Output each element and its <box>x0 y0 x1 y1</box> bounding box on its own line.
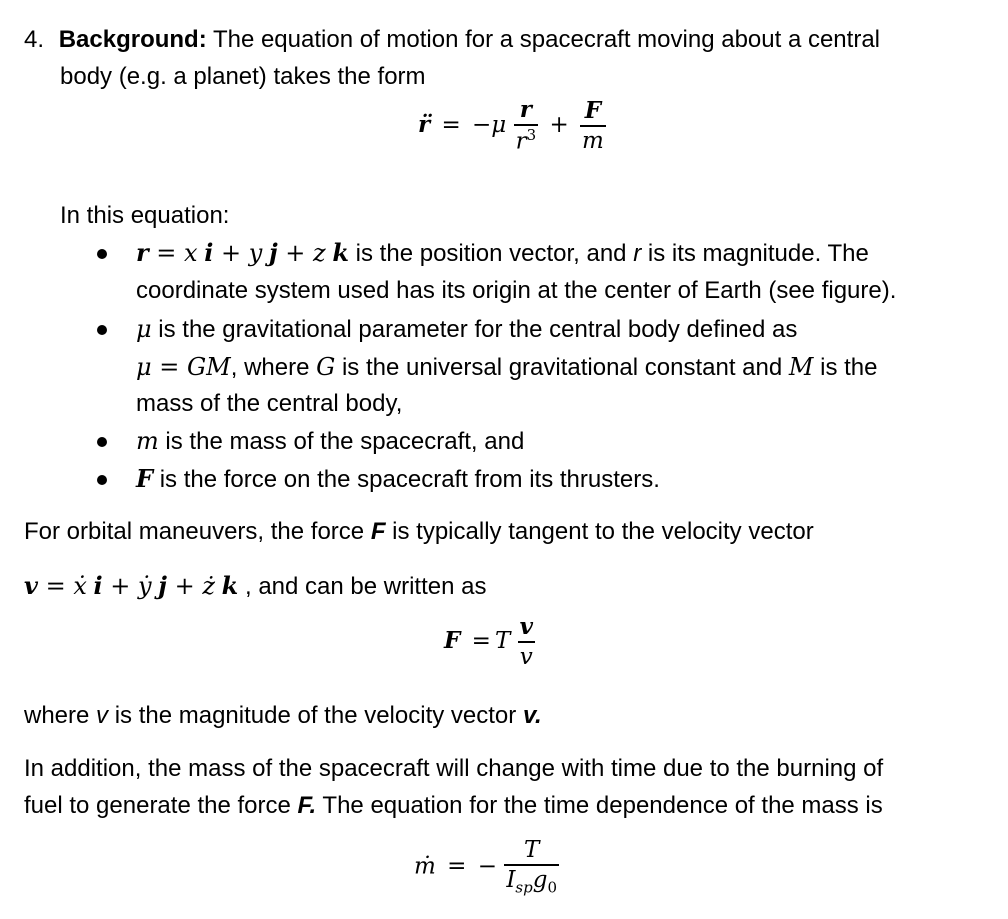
intro-line-2: body (e.g. a planet) takes the form <box>60 63 426 90</box>
intro-line-1 <box>24 28 880 52</box>
bullet-dot <box>97 325 107 335</box>
equation-of-motion: r̈ = −μ $\frac{r}{r^3}$ + $\frac{F}{m}$ <box>418 96 604 155</box>
fraction-T-over-Isp-g0: $\frac{T}{I_{sp}g_0}$ <box>506 837 557 897</box>
intro-text-1: The equation of motion for a spacecraft moving about a central <box>206 26 880 53</box>
bullet-1-line-2: coordinate system used has its origin at the center of Earth (see figure). <box>136 277 897 304</box>
orbital-paragraph-line-1: For orbital maneuvers, the force F is typically tangent to the velocity vector <box>24 518 814 545</box>
fraction-F-over-m: $\frac{F}{m}$ <box>582 96 604 154</box>
velocity-definition: v = ẋ i + ẏ j + ż k , and can be written as <box>24 571 487 600</box>
fraction-r-over-r3: $\frac{r}{r^3}$ <box>515 96 537 155</box>
bullet-3: m is the mass of the spacecraft, and <box>136 427 525 455</box>
bullet-2-line-1: μ is the gravitational parameter for the central body defined as <box>136 315 798 343</box>
force-equation: F = T $\frac{v}{v}$ <box>444 613 533 671</box>
in-this-equation: In this equation: <box>60 202 230 229</box>
heading: Background: <box>58 26 207 53</box>
item-number: 4. <box>24 26 45 53</box>
bullet-dot <box>97 475 107 485</box>
bullet-2-line-3: mass of the central body, <box>136 390 403 417</box>
mass-rate-equation: ṁ = − $\frac{T}{I_{sp}g_0}$ <box>414 837 557 897</box>
fraction-v-over-v: $\frac{v}{v}$ <box>519 613 533 671</box>
mass-paragraph-line-2: fuel to generate the force F. The equation for the time dependence of the mass is <box>24 792 883 819</box>
bullet-2-line-2: μ = GM, where G is the universal gravitational constant and M is the <box>136 353 878 381</box>
mass-paragraph-line-1: In addition, the mass of the spacecraft will change with time due to the burning of <box>24 755 884 782</box>
bullet-1-line-1: r = x i + y j + z k is the position vector, and r is its magnitude. The <box>136 238 869 267</box>
bullet-dot <box>97 249 107 259</box>
bullet-4: F is the force on the spacecraft from its thrusters. <box>136 464 660 493</box>
bullet-dot <box>97 437 107 447</box>
where-line: where v is the magnitude of the velocity vector v. <box>24 702 542 729</box>
